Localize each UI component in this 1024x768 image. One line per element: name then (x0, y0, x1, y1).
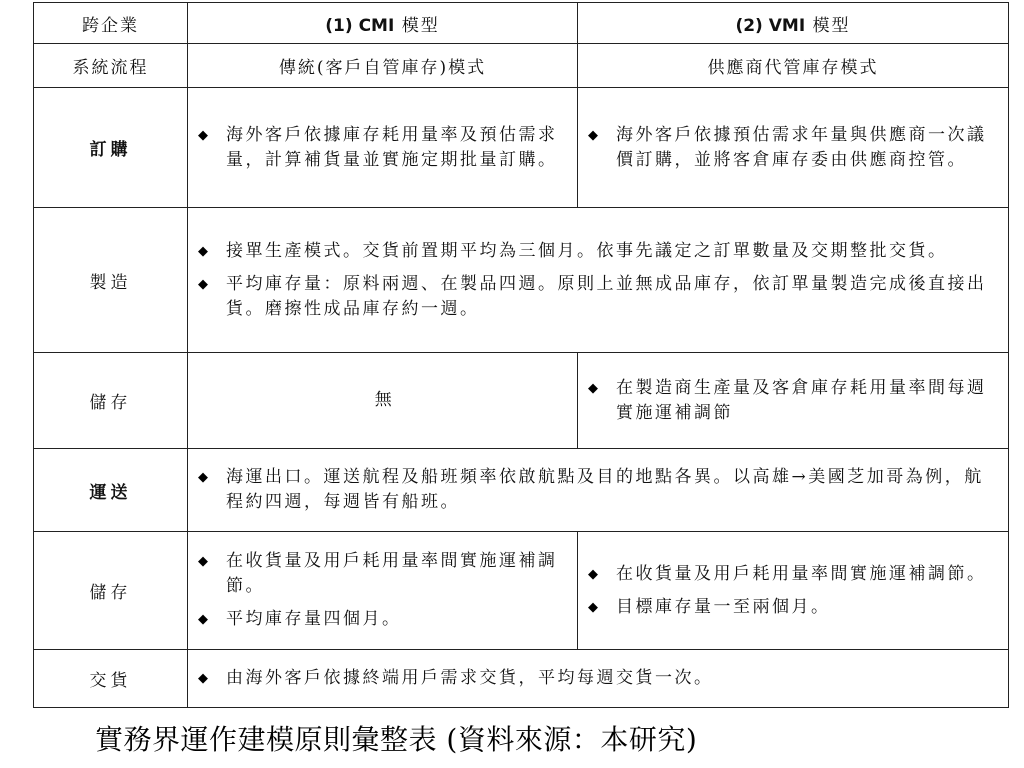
cmi-cell: 無 (188, 353, 578, 449)
table-row (34, 88, 1009, 208)
diamond-bullet-icon: ◆ (588, 127, 601, 143)
diamond-bullet-icon: ◆ (198, 554, 211, 569)
diamond-bullet-icon: ◆ (198, 612, 211, 627)
stage-label: 交貨 (34, 650, 188, 708)
table-row (34, 532, 1009, 650)
table-row (34, 208, 1009, 353)
diamond-bullet-icon: ◆ (588, 566, 601, 582)
stage-label: 訂購 (34, 88, 188, 208)
stage-label: 運送 (34, 449, 188, 532)
header-stage-line1: 跨企業 (34, 3, 188, 44)
cell-text: 海外客戶依據庫存耗用量率及預估需求量，計算補貨量並實施定期批量訂購。 (226, 124, 558, 170)
header-row-2 (34, 44, 1009, 88)
shared-cell (188, 650, 1009, 708)
header-row-1 (34, 3, 1009, 44)
header-stage-line2: 系統流程 (34, 44, 188, 88)
diamond-bullet-icon: ◆ (198, 243, 211, 259)
cmi-cell (188, 88, 578, 208)
cell-text: 由海外客戶依據終端用戶需求交貨，平均每週交貨一次。 (226, 668, 714, 688)
table-row (34, 449, 1009, 532)
header-vmi-subtitle: 供應商代管庫存模式 (578, 44, 1009, 88)
vmi-cell (578, 532, 1009, 650)
diamond-bullet-icon: ◆ (198, 470, 211, 485)
diamond-bullet-icon: ◆ (198, 276, 211, 292)
header-vmi-title: (2) VMI 模型 (578, 3, 1009, 44)
vmi-cell (578, 88, 1009, 208)
shared-cell (188, 208, 1009, 353)
cell-text: 在收貨量及用戶耗用量率間實施運補調節。 (226, 551, 558, 596)
cell-text: 海外客戶依據預估需求年量與供應商一次議價訂購，並將客倉庫存委由供應商控管。 (616, 124, 987, 170)
header-cmi-title: (1) CMI 模型 (188, 3, 578, 44)
comparison-table (33, 2, 1009, 708)
vmi-cell (578, 353, 1009, 449)
cell-text: 目標庫存量一至兩個月。 (616, 596, 831, 617)
table-caption: 實務界運作建模原則彙整表 (資料來源：本研究) (95, 723, 698, 756)
cell-text: 平均庫存量：原料兩週、在製品四週。原則上並無成品庫存，依訂單量製造完成後直接出貨。磨擦性成品庫存約一週。 (226, 273, 987, 319)
header-cmi-subtitle: 傳統(客戶自管庫存)模式 (188, 44, 578, 88)
diamond-bullet-icon: ◆ (198, 127, 211, 143)
cell-text: 海運出口。運送航程及船班頻率依啟航點及目的地點各異。以高雄→美國芝加哥為例，航程約四週，每週皆有船班。 (226, 467, 984, 512)
diamond-bullet-icon: ◆ (588, 380, 601, 396)
stage-label: 儲存 (34, 353, 188, 449)
stage-label: 製造 (34, 208, 188, 353)
cmi-cell (188, 532, 578, 650)
cell-text: 在收貨量及用戶耗用量率間實施運補調節。 (616, 563, 987, 584)
cell-text: 在製造商生產量及客倉庫存耗用量率間每週實施運補調節 (616, 377, 987, 423)
diamond-bullet-icon: ◆ (198, 671, 211, 686)
cell-text: 接單生產模式。交貨前置期平均為三個月。依事先議定之訂單數量及交期整批交貨。 (226, 240, 948, 261)
stage-label: 儲存 (34, 532, 188, 650)
shared-cell (188, 449, 1009, 532)
diamond-bullet-icon: ◆ (588, 599, 601, 615)
cell-text: 平均庫存量四個月。 (226, 609, 402, 629)
table-row (34, 353, 1009, 449)
table-row (34, 650, 1009, 708)
